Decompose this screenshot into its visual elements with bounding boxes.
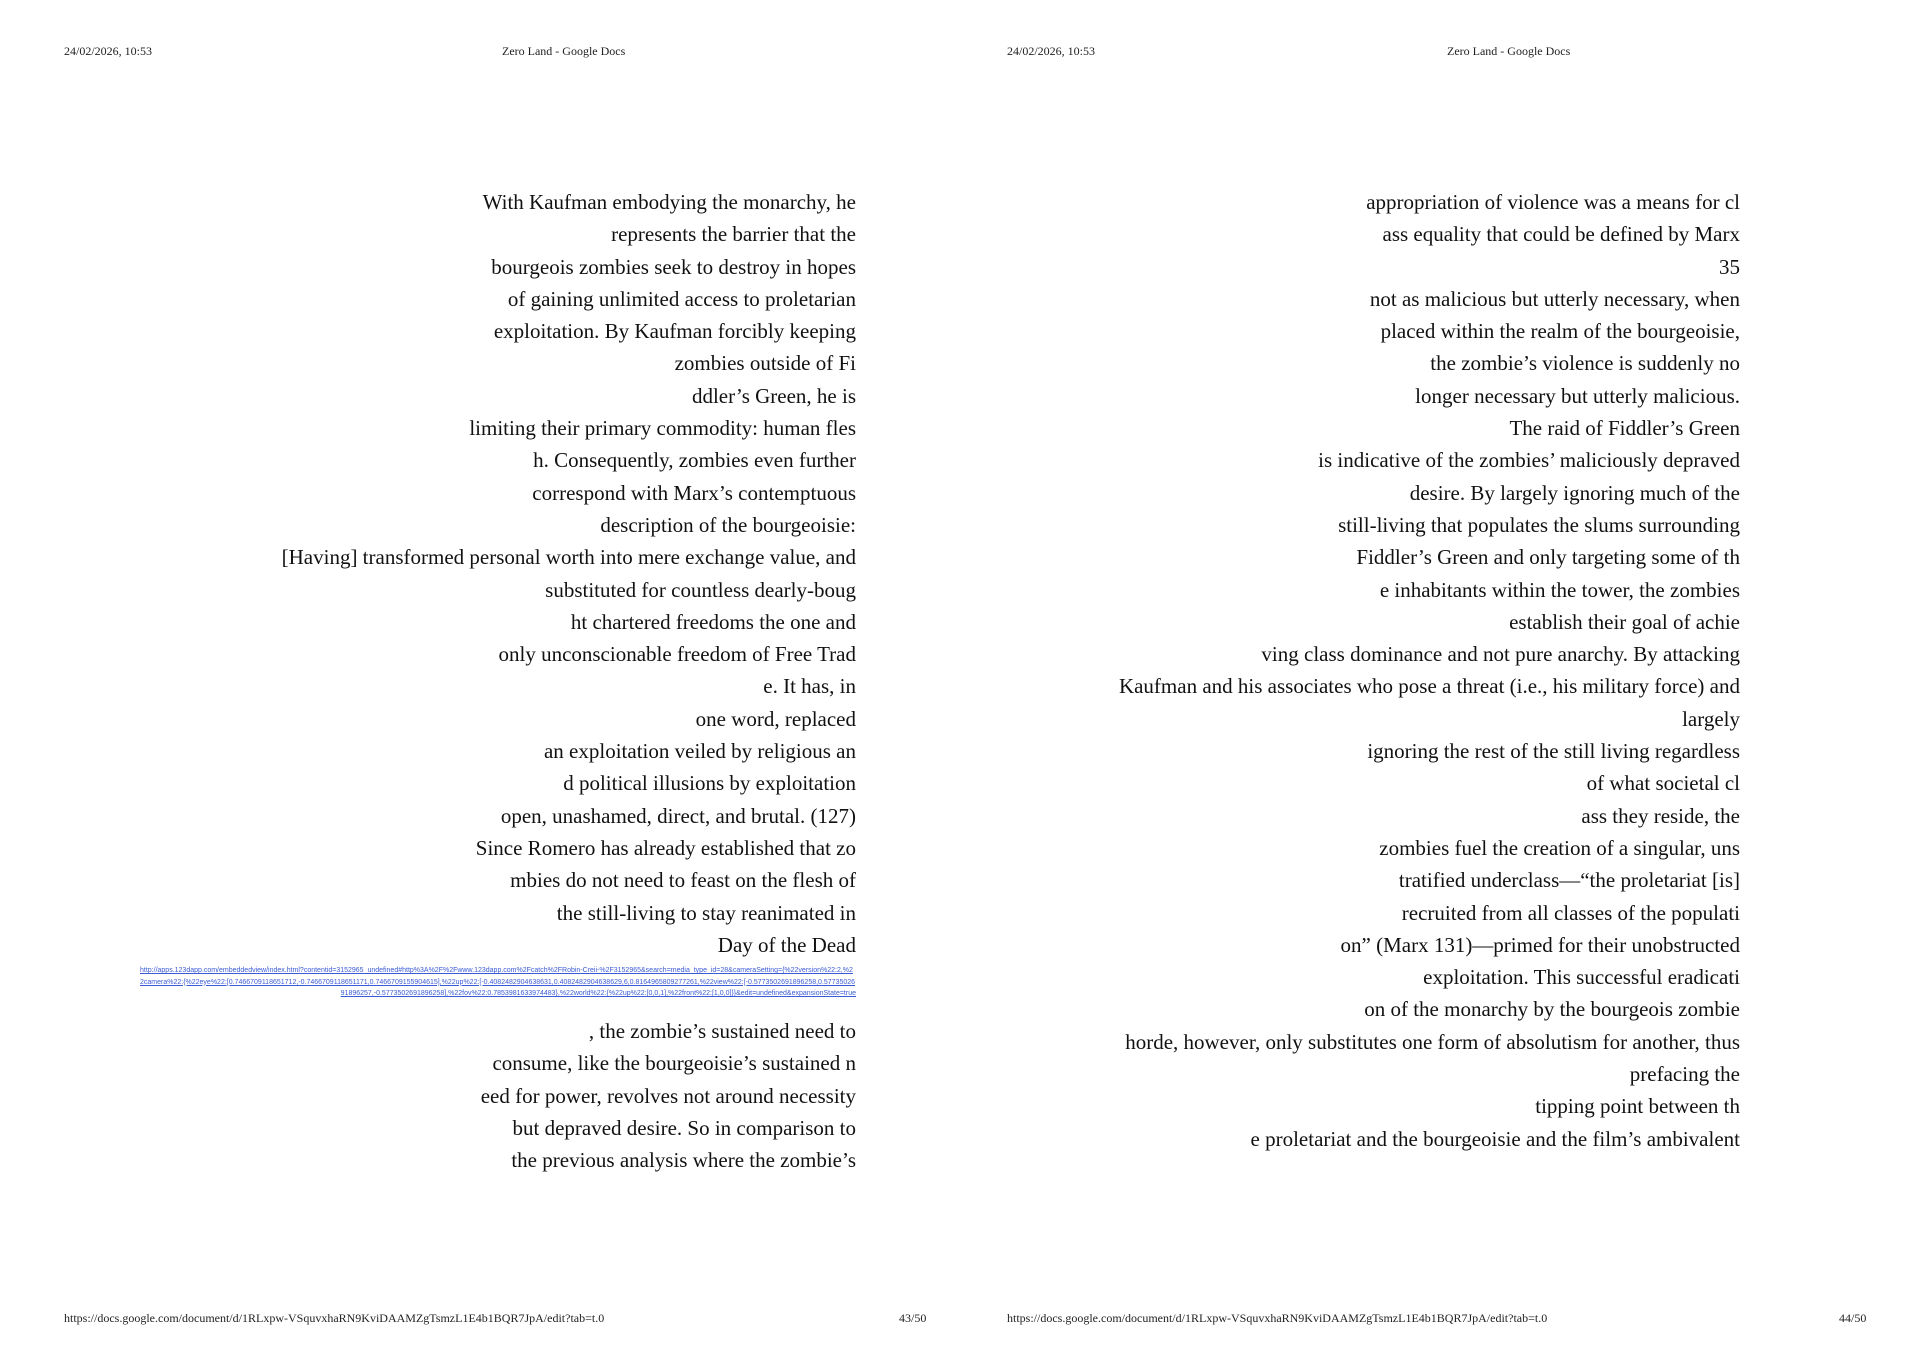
text-line: correspond with Marx’s contemptuous [532, 480, 856, 505]
text-line: Fiddler’s Green and only targeting some of th [1356, 545, 1740, 570]
text-line: h. Consequently, zombies even further [533, 448, 856, 473]
text-line: 35 [1719, 254, 1740, 279]
print-footer-page-number: 43/50 [899, 1311, 927, 1325]
embedded-link[interactable]: http://apps.123dapp.com/embeddedview/index.html?contentid=3152965_undefined#http%3A%2F%2Fwww.123dapp.com%2Fcatch%2FRobin-Creii-%2F3152965&search=media_type_id=28&cameraSetting={%22version%22:2,%22camera%22:{%22eye%22:[0.7466709118651712,-0.7466709118651171,0.7466709155904615],%22up%22:[-0.4082482904638631,0.4082482904638629,6,0.8164965809277261,%22view%22:[-0.5773502691896258,0.5773502691896257,-0.5773502691896258],%22fov%22:0.7853981633974483},%22world%22:{%22up%22:[0,0,1],%22front%22:[1,0,0]}}&edit=undefined&expansionState=true [140, 967, 856, 998]
text-line: ass they reside, the [1581, 803, 1740, 828]
text-line: recruited from all classes of the populati [1401, 900, 1740, 925]
text-line: eed for power, revolves not around necessity [480, 1083, 856, 1108]
print-header-datetime: 24/02/2026, 10:53 [64, 44, 153, 58]
text-line: not as malicious but utterly necessary, when [1369, 286, 1740, 311]
text-line: exploitation. By Kaufman forcibly keeping [493, 319, 856, 344]
text-line: d political illusions by exploitation [563, 771, 856, 796]
text-line: an exploitation veiled by religious an [543, 739, 856, 764]
text-line: Since Romero has already established that zo [475, 835, 856, 860]
text-line: ignoring the rest of the still living regardless [1367, 739, 1740, 764]
text-line: tratified underclass—“the proletariat [is] [1398, 868, 1740, 893]
text-line: The raid of Fiddler’s Green [1509, 416, 1740, 441]
text-line: Day of the Dead [717, 932, 856, 957]
text-line: e inhabitants within the tower, the zombies [1379, 577, 1740, 602]
text-line: of gaining unlimited access to proletarian [507, 286, 856, 311]
text-line: consume, like the bourgeoisie’s sustained n [492, 1051, 856, 1076]
text-line: one word, replaced [695, 706, 856, 731]
text-line: open, unashamed, direct, and brutal. (127) [500, 803, 856, 828]
text-line: bourgeois zombies seek to destroy in hopes [491, 254, 856, 279]
print-header-datetime: 24/02/2026, 10:53 [1007, 44, 1096, 58]
text-line: Kaufman and his associates who pose a threat (i.e., his military force) and [1118, 674, 1740, 699]
text-line: ddler’s Green, he is [691, 383, 856, 408]
text-line: substituted for countless dearly-boug [545, 577, 856, 602]
text-line: still-living that populates the slums surrounding [1338, 512, 1740, 537]
text-line: exploitation. This successful eradicati [1423, 965, 1740, 990]
text-line: ht chartered freedoms the one and [570, 609, 856, 634]
document-page-left [0, 0, 945, 1358]
body-text-left [56, 186, 856, 1177]
print-footer-page-number: 44/50 [1839, 1311, 1867, 1325]
text-line: tipping point between th [1535, 1094, 1740, 1119]
text-line: but depraved desire. So in comparison to [512, 1116, 856, 1141]
text-line: [Having] transformed personal worth into mere exchange value, and [281, 545, 856, 570]
body-text-right [940, 186, 1740, 1155]
text-line: prefacing the [1629, 1062, 1740, 1087]
text-line: appropriation of violence was a means for cl [1366, 190, 1740, 214]
text-line: e proletariat and the bourgeoisie and the film’s ambivalent [1250, 1126, 1740, 1151]
text-line: longer necessary but utterly malicious. [1415, 383, 1740, 408]
print-footer-url: https://docs.google.com/document/d/1RLxpw-VSquvxhaRN9KviDAAMZgTsmzL1E4b1BQR7JpA/edit?tab=t.0 [1007, 1311, 1548, 1325]
text-line: establish their goal of achie [1509, 609, 1740, 634]
text-line: e. It has, in [763, 674, 856, 699]
text-line: zombies fuel the creation of a singular, uns [1379, 835, 1740, 860]
print-header-title: Zero Land - Google Docs [1447, 44, 1571, 58]
text-line: horde, however, only substitutes one form of absolutism for another, thus [1125, 1029, 1740, 1054]
text-line: only unconscionable freedom of Free Trad [498, 642, 856, 667]
text-line: the still-living to stay reanimated in [556, 900, 856, 925]
text-line: With Kaufman embodying the monarchy, he [482, 190, 856, 214]
text-line: , the zombie’s sustained need to [588, 1019, 856, 1044]
paragraph-right [940, 186, 1740, 1155]
text-line: of what societal cl [1586, 771, 1740, 796]
text-line: the previous analysis where the zombie’s [511, 1148, 856, 1173]
text-line: placed within the realm of the bourgeoisie, [1380, 319, 1740, 344]
print-header-title: Zero Land - Google Docs [502, 44, 626, 58]
text-line: represents the barrier that the [611, 222, 856, 247]
text-line: the zombie’s violence is suddenly no [1430, 351, 1740, 376]
text-line: mbies do not need to feast on the flesh of [510, 868, 856, 893]
text-line: largely [1682, 706, 1740, 731]
text-line: ass equality that could be defined by Marx [1382, 222, 1740, 247]
document-page-right [945, 0, 1890, 1358]
text-line: on of the monarchy by the bourgeois zombie [1364, 997, 1740, 1022]
print-footer-url: https://docs.google.com/document/d/1RLxpw-VSquvxhaRN9KviDAAMZgTsmzL1E4b1BQR7JpA/edit?tab=t.0 [64, 1311, 605, 1325]
text-line: limiting their primary commodity: human fles [469, 416, 856, 441]
paragraph-before-link [56, 186, 856, 961]
text-line: zombies outside of Fi [674, 351, 856, 376]
text-line: ving class dominance and not pure anarchy. By attacking [1261, 642, 1740, 667]
text-line: on” (Marx 131)—primed for their unobstructed [1340, 932, 1740, 957]
text-line: is indicative of the zombies’ maliciously depraved [1318, 448, 1740, 473]
paragraph-after-link [56, 1015, 856, 1176]
text-line: desire. By largely ignoring much of the [1409, 480, 1740, 505]
text-line: description of the bourgeoisie: [600, 512, 856, 537]
